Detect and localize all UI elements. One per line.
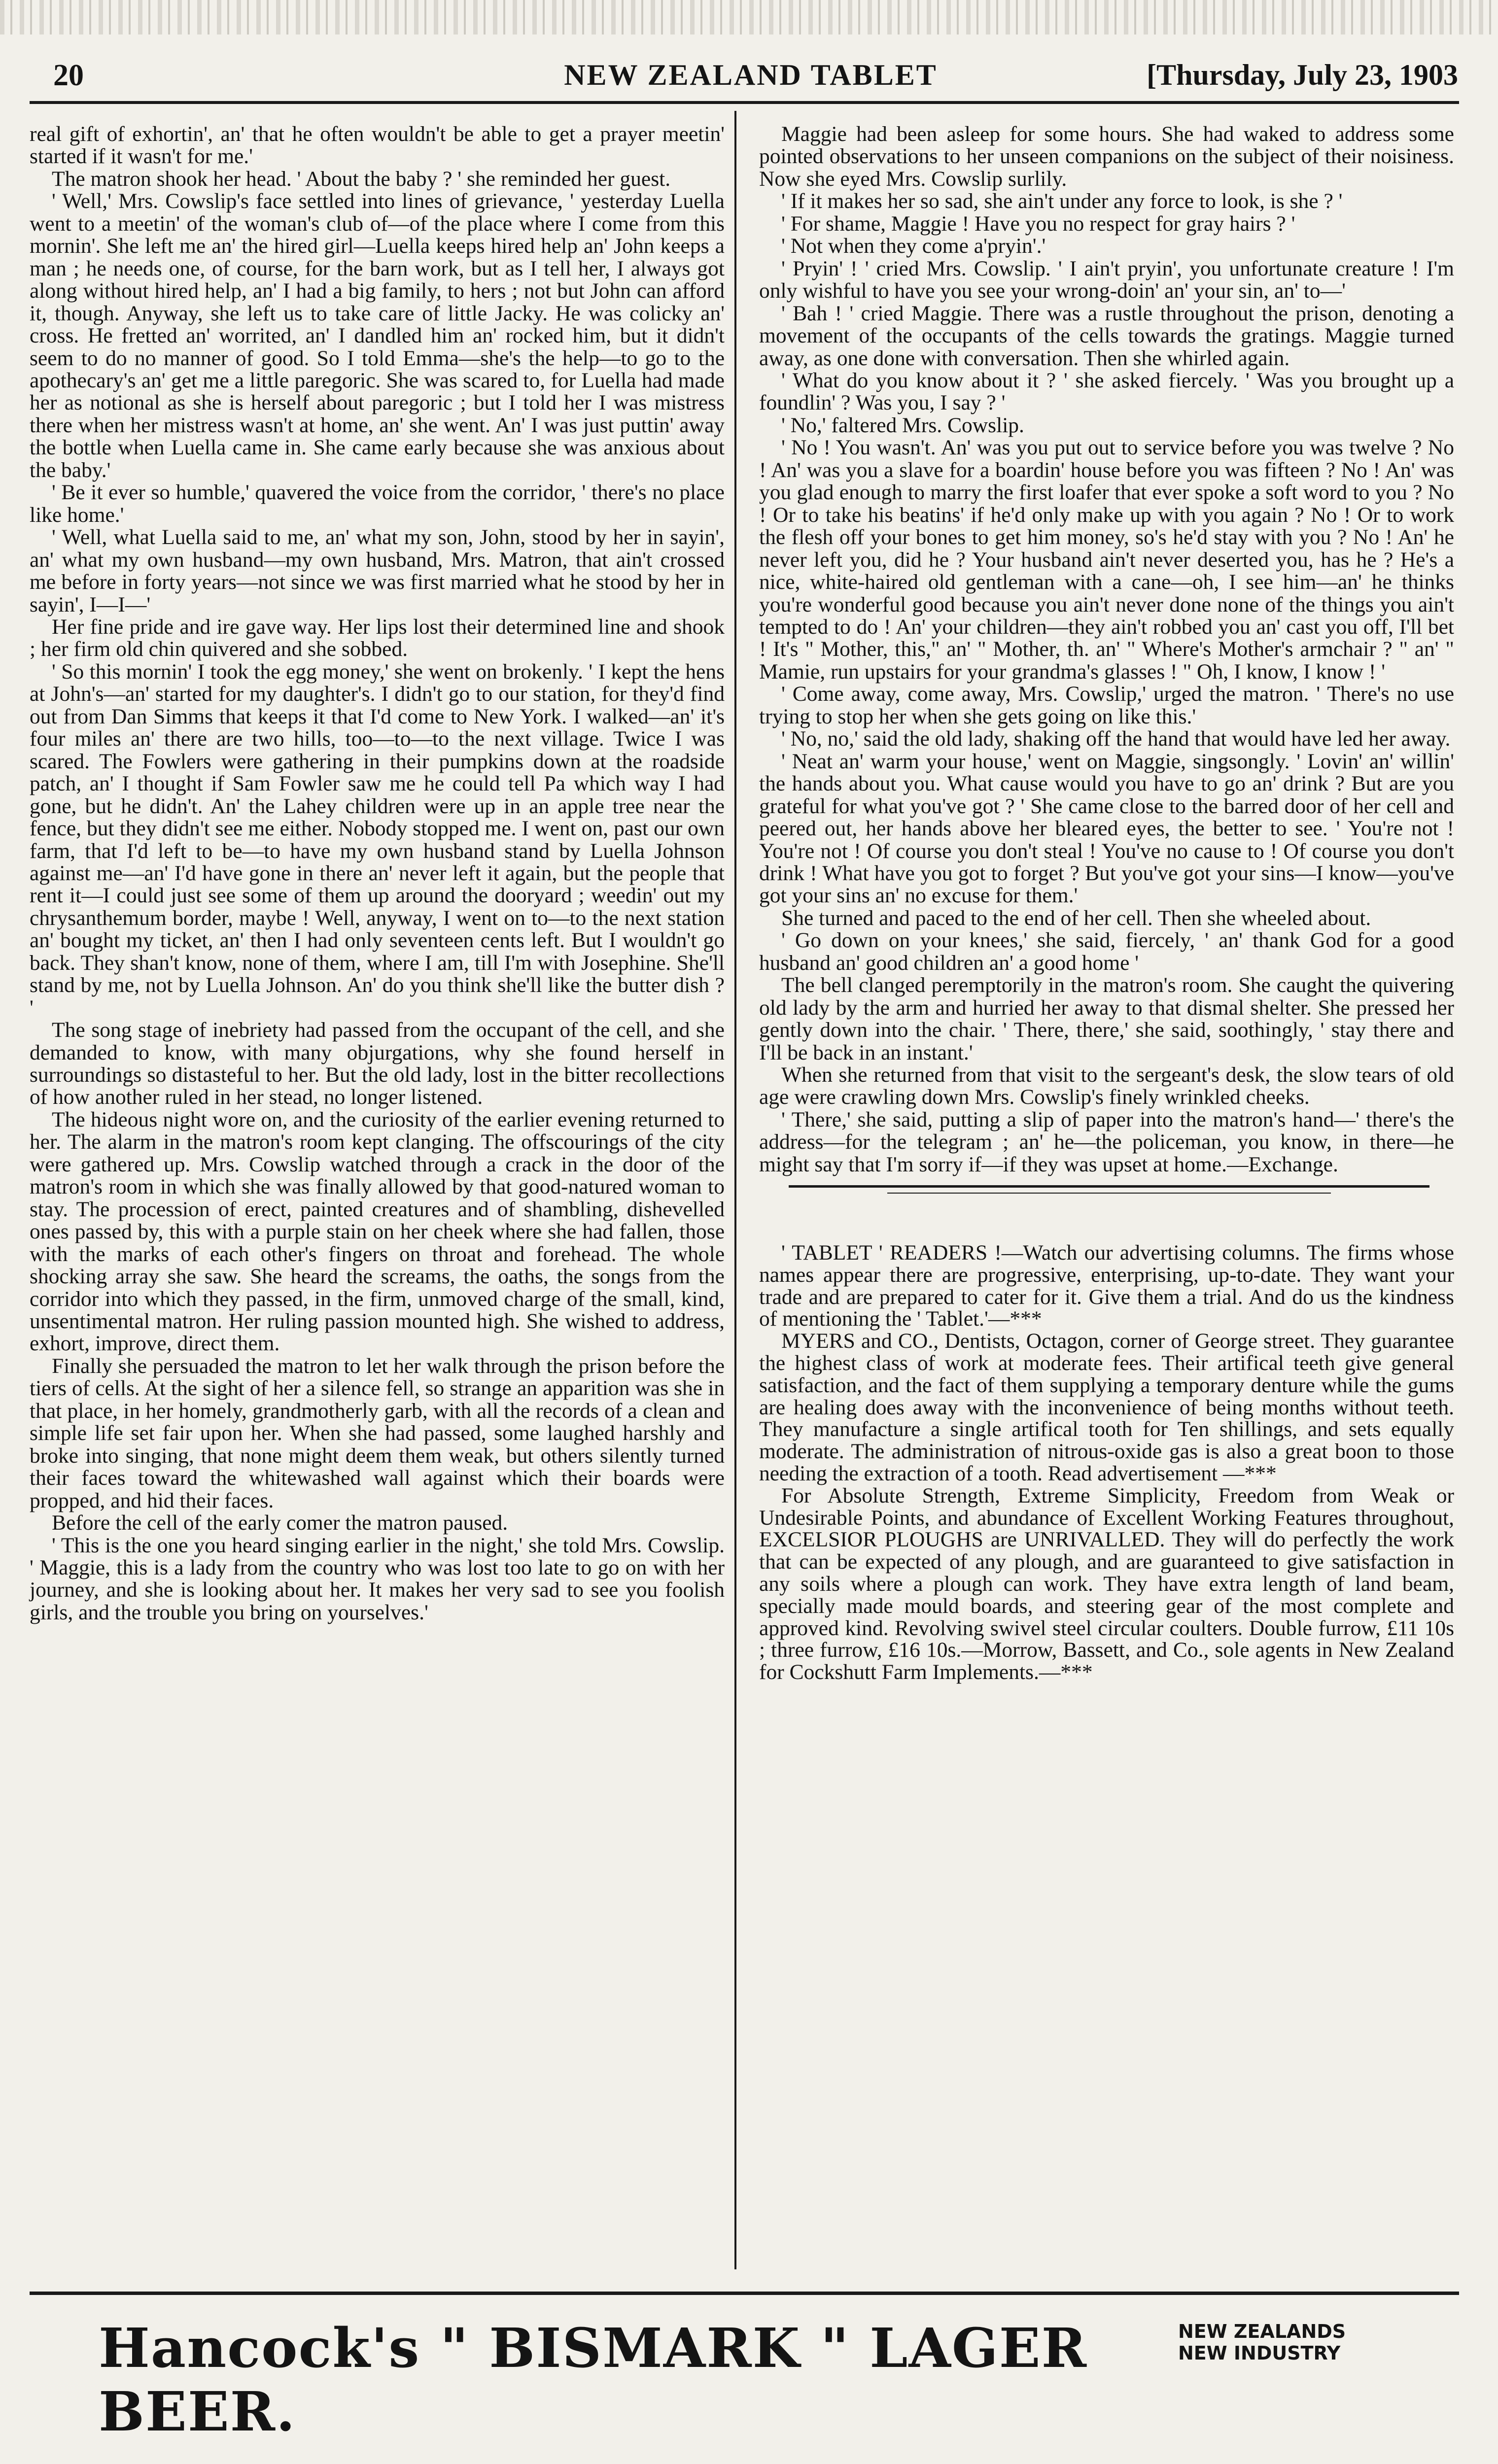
paragraph: ' No ! You wasn't. An' was you put out to service before you was twelve ? No ! An' was you a slave for a boardin' house before you was fifteen ? No ! An' was you glad enough to marry the first loafer that ever spoke a soft word to you ? No ! Or to take his beatins' if he'd only make up with you again ? No ! Or to work the flesh off your bones to get him money, so's he'd stay with you ? No ! An' he never left you, did he ? Your husband ain't never deserted you, has he ? He's a nice, white-haired old gentleman with a cane—oh, I see him—an' he thinks you're wonderful good because you ain't never done none of the things you ain't tempted to do ! An' your children—they ain't robbed you an' cast you off, I'll bet ! It's " Mother, this," an' " Mother, th. an' " Where's Mother's armchair ? " an' " Mamie, run upstairs for your grandma's glasses ! " Oh, I know, I know ! '	[759, 436, 1454, 684]
paragraph: ' Pryin' ! ' cried Mrs. Cowslip. ' I ain't pryin', you unfortunate creature ! I'm only wishful to have you see your wrong-doin' an' your sin, an' to—'	[759, 256, 1454, 303]
paragraph: ' Come away, come away, Mrs. Cowslip,' urged the matron. ' There's no use trying to stop her when she gets going on like this.'	[759, 682, 1454, 728]
advert-myers-dentists: MYERS and CO., Dentists, Octagon, corner of George street. They guarantee the highest class of work at moderate fees. Their artifical teeth give general satisfaction, and the fact of them supplying a temporary denture while the gums are healing does away with the inconvenience of being months without teeth. They manufacture a single artifical tooth for Ten shillings, and sets equally moderate. The administration of nitrous-oxide gas is also a great boon to those needing the extraction of a tooth. Read advertisement —***	[759, 1329, 1454, 1485]
paragraph: ' This is the one you heard singing earlier in the night,' she told Mrs. Cowslip. ' Maggie, this is a lady from the country who was lost too late to go on with her journey, and she is looking about her. It makes her very sad to see you foolish girls, and the trouble you bring on yourselves.'	[30, 1533, 725, 1624]
paragraph: The bell clanged peremptorily in the matron's room. She caught the quivering old lady by the arm and hurried her away to that dismal shelter. She pressed her gently down into the chair. ' There, there,' she said, soothingly, ' stay there and I'll be back in an instant.'	[759, 973, 1454, 1064]
paragraph: The song stage of inebriety had passed from the occupant of the cell, and she demanded to know, with many objurgations, why she found herself in surroundings so distasteful to her. But the old lady, lost in the bitter recollections of how another ruled in her stead, no longer listened.	[30, 1018, 725, 1109]
paragraph: ' Go down on your knees,' she said, fiercely, ' an' thank God for a good husband an' good children an' a good home '	[759, 928, 1454, 975]
paragraph: ' Be it ever so humble,' quavered the voice from the corridor, ' there's no place like home.'	[30, 480, 725, 527]
paragraph: Maggie had been asleep for some hours. She had waked to address some pointed observations to her unseen companions on the subject of their noisiness. Now she eyed Mrs. Cowslip surlily.	[759, 122, 1454, 191]
paragraph: Finally she persuaded the matron to let her walk through the prison before the tiers of cells. At the sight of her a silence fell, so strange an apparition was she in that place, in her homely, grandmotherly garb, with all the records of a clean and simple life set fair upon her. When she had passed, some laughed harshly and broke into singing, that none might deem them weak, but others silently turned their faces toward the whitewashed wall against which their boards were propped, and hid their faces.	[30, 1354, 725, 1512]
industry-line-1: NEW ZEALANDS	[1178, 2321, 1346, 2342]
story-end-rule	[789, 1185, 1429, 1188]
advert-excelsior-ploughs: For Absolute Strength, Extreme Simplicity, Freedom from Weak or Undesirable Points, and abundance of Excellent Working Features throughout, EXCELSIOR PLOUGHS are UNRIVALLED. They will do perfectly the work that can be expected of any plough, and are guaranteed to give satisfaction in any soils where a plough can work. They have extra length of land beam, specially made mould boards, and steering gear of the most complete and approved kind. Revolving swivel steel circular coulters. Double furrow, £11 10s ; three furrow, £16 10s.—Morrow, Bassett, and Co., sole agents in New Zealand for Cockshutt Farm Implements.—***	[759, 1483, 1454, 1684]
publication-title: NEW ZEALAND TABLET	[564, 59, 938, 91]
paragraph: ' No,' faltered Mrs. Cowslip.	[781, 413, 1024, 437]
paragraph: ' No, no,' said the old lady, shaking off the hand that would have led her away.	[781, 727, 1451, 751]
paragraph: ' Neat an' warm your house,' went on Maggie, singsongly. ' Lovin' an' willin' the hands about you. What cause would you have to go an' drink ? But are you grateful for what you've got ? ' She came close to the barred door of her cell and peered out, her hands above her bleared eyes, the better to see. ' You're not ! You're not ! Of course you don't steal ! You've no cause to ! Of course you don't drink ! What have you got to forget ? But you've got your sins—I know—you've got your sins an' no excuse for them.'	[759, 749, 1454, 908]
beer-advert-banner: Hancock's " BISMARK " LAGER BEER.	[99, 2316, 1088, 2443]
top-edge-band	[0, 0, 1498, 34]
paragraph: ' Well, what Luella said to me, an' what my son, John, stood by her in sayin', an' what my own husband—my own husband, Mrs. Matron, that ain't crossed me before in forty years—not since we was first married what he stood by her in sayin', I—I—'	[30, 525, 725, 616]
paragraph: Before the cell of the early comer the matron paused.	[52, 1511, 508, 1535]
paragraph: The hideous night wore on, and the curiosity of the earlier evening returned to her. The alarm in the matron's room kept clanging. The offscourings of the city were gathered up. Mrs. Cowslip watched through a crack in the door of the matron's room in which she was finally allowed by that good-natured woman to stay. The procession of erect, painted creatures and of shambling, dishevelled ones passed by, this with a purple stain on her cheek where she had fallen, those with the marks of each other's fingers on throat and forehead. The whole shocking array she saw. She heard the screams, the oaths, the songs from the corridor into which they passed, in the firm, unmoved charge of the small, kind, unsentimental matron. Her ruling passion mounted high. She wished to address, exhort, improve, direct them.	[30, 1107, 725, 1356]
paragraph: ' Bah ! ' cried Maggie. There was a rustle throughout the prison, denoting a movement of the occupants of the cells towards the gratings. Maggie turned away, as one done with conversation. Then she whirled again.	[759, 301, 1454, 370]
paragraph: ' Well,' Mrs. Cowslip's face settled into lines of grievance, ' yesterday Luella went to a meetin' of the woman's club of—of the place where I come from this mornin'. She left me an' the hired girl—Luella keeps hired help an' John keeps a man ; he needs one, of course, for the barn work, but as I tell her, I always got along without hired help, an' I had a big family, to hers ; not but John can afford it, though. Anyway, she left us to take care of little Jacky. He was colicky an' cross. He fretted an' worrited, an' I dandled him an' rocked him, but it didn't seem to do no manner of good. So I told Emma—she's the help—to go to the apothecary's an' get me a little paregoric. She was scared to, for Luella had made her as notional as she is herself about paregoric ; but I told her I was mistress there when her mistress wasn't at home, an' she went. An' I was just puttin' away the bottle when Luella came in. She came early because she was anxious about the baby.'	[30, 189, 725, 482]
header-rule	[30, 101, 1459, 104]
paragraph: ' If it makes her so sad, she ain't under any force to look, is she ? '	[781, 189, 1343, 213]
issue-date: [Thursday, July 23, 1903	[1147, 59, 1458, 91]
paragraph: ' There,' she said, putting a slip of paper into the matron's hand—' there's the address—for the telegram ; an' he—the policeman, you know, in there—he might say that I'm sorry if—if they was upset at home.—Exchange.	[759, 1107, 1454, 1176]
industry-line-2: NEW INDUSTRY	[1178, 2342, 1341, 2364]
paragraph: Her fine pride and ire gave way. Her lips lost their determined line and shook ; her firm old chin quivered and she sobbed.	[30, 615, 725, 661]
industry-tagline	[1178, 2321, 1474, 2364]
page-number: 20	[53, 59, 84, 92]
column-divider	[734, 111, 736, 2269]
paragraph: real gift of exhortin', an' that he often wouldn't be able to get a prayer meetin' started if it wasn't for me.'	[30, 122, 725, 169]
footer-rule	[30, 2292, 1459, 2295]
right-column	[759, 122, 1454, 1176]
paragraph: The matron shook her head. ' About the baby ? ' she reminded her guest.	[52, 167, 671, 191]
advertisements	[759, 1242, 1454, 2272]
paragraph: ' For shame, Maggie ! Have you no respect for gray hairs ? '	[781, 211, 1295, 236]
story-end-rule-thin	[887, 1193, 1331, 1194]
left-column	[30, 123, 725, 2272]
paragraph: ' Not when they come a'pryin'.'	[781, 234, 1046, 258]
paragraph: She turned and paced to the end of her cell. Then she wheeled about.	[781, 906, 1371, 930]
paragraph: ' So this mornin' I took the egg money,' she went on brokenly. ' I kept the hens at John's—an' started for my daughter's. I didn't go to our station, for they'd find out from Dan Simms that keeps it that I'd come to New York. I walked—an' it's four miles an' there are two hills, too—to—to the next village. Twice I was scared. The Fowlers were gathering in their pumpkins down at the roadside patch, an' I thought if Sam Fowler saw me he could tell Pa which way I had gone, but he didn't. An' the Lahey children were up in an apple tree near the fence, but they didn't see me either. Nobody stopped me. I went on, past our own farm, that I'd left to be—to have my own husband stand by Luella Johnson against me—an' I'd have gone in there an' never left it again, but the people that rent it—I could just see some of them up around the dooryard ; weedin' out my chrysanthemum border, maybe ! Well, anyway, I went on to—to the next station an' bought my ticket, an' then I had only seventeen cents left. But I wouldn't go back. They shan't know, none of them, where I am, till I'm with Josephine. She'll stand by me, not by Luella Johnson. An' do you think she'll like the butter dish ? '	[30, 659, 725, 1020]
paragraph: When she returned from that visit to the sergeant's desk, the slow tears of old age were crawling down Mrs. Cowslip's finely wrinkled cheeks.	[759, 1063, 1454, 1109]
paragraph: ' What do you know about it ? ' she asked fiercely. ' Was you brought up a foundlin' ? Was you, I say ? '	[759, 368, 1454, 415]
page-header	[43, 54, 1458, 99]
advert-tablet-readers: ' TABLET ' READERS !—Watch our advertising columns. The firms whose names appear there are progressive, enterprising, up-to-date. They want your trade and are prepared to cater for it. Give them a trial. And do us the kindness of mentioning the ' Tablet.'—***	[759, 1241, 1454, 1331]
